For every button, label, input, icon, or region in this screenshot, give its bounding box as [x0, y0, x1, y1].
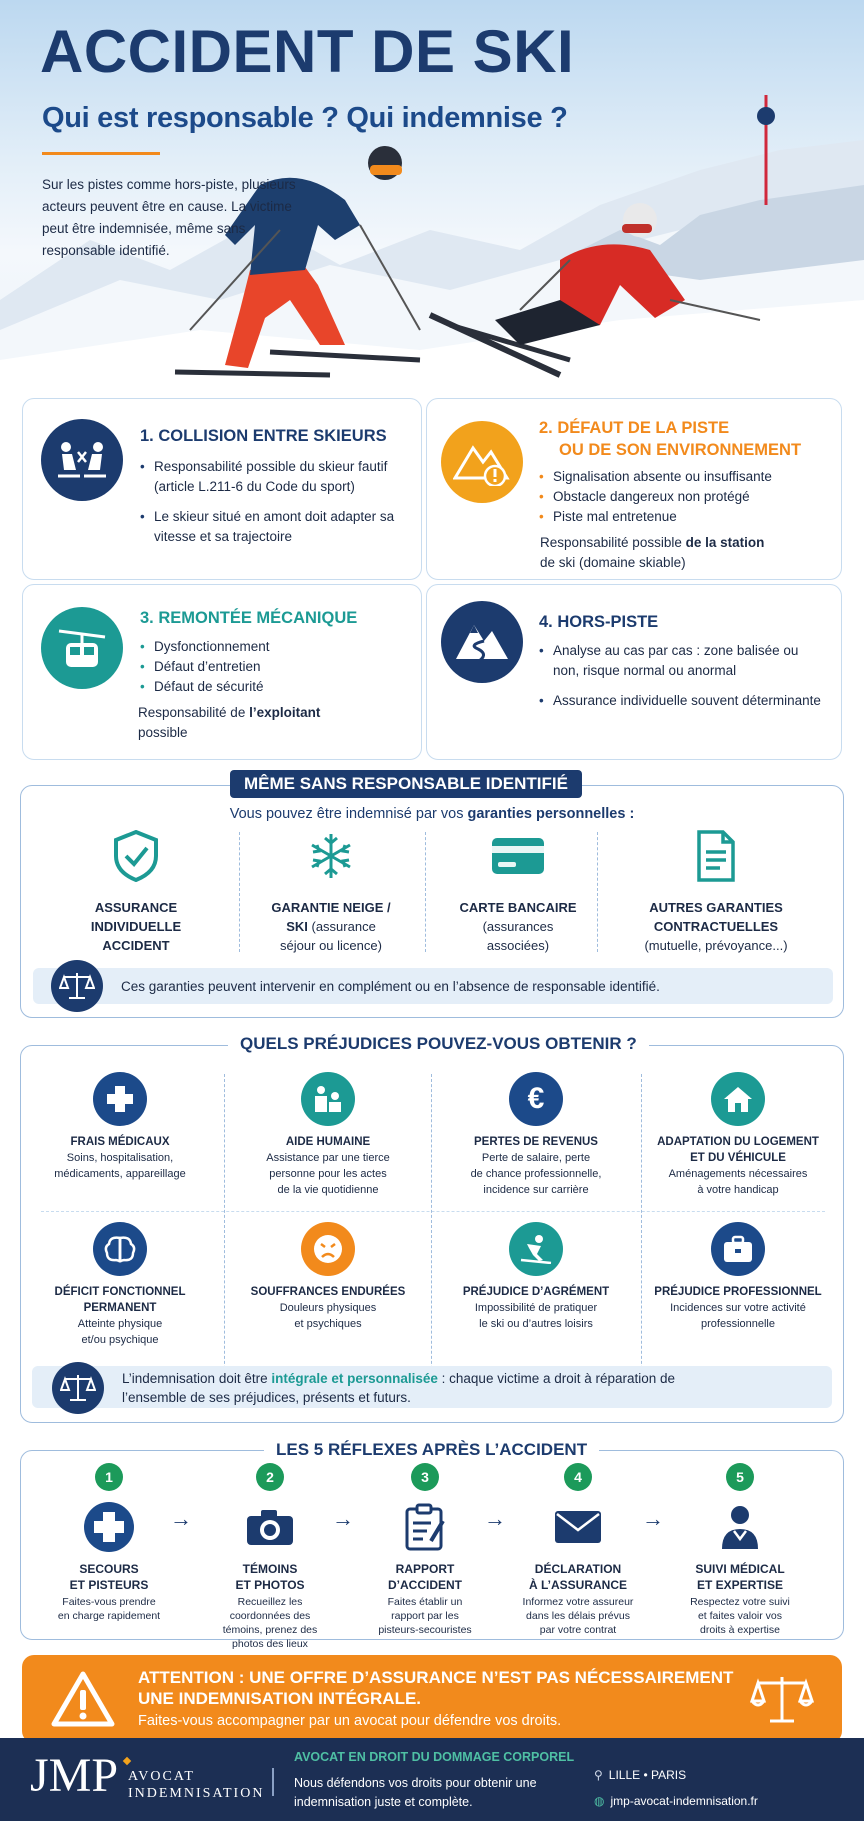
- list-item: • Piste mal entretenue: [537, 507, 827, 527]
- reflex-secours: 1 SECOURS ET PISTEURS Faites-vous prendre en charge rapidement: [34, 1463, 184, 1623]
- footer-website[interactable]: ◍ jmp-avocat-indemnisation.fr: [594, 1794, 758, 1808]
- prejudice-souffrances: SOUFFRANCES ENDURÉES Douleurs physiques et psychiques: [240, 1222, 416, 1332]
- card-collision-bullets: [138, 457, 408, 547]
- divider: [431, 1074, 432, 1384]
- arrow-right-icon: →: [484, 1506, 506, 1531]
- card-remontee-note: Responsabilité de l’exploitant possible: [138, 705, 321, 740]
- arrow-right-icon: →: [642, 1506, 664, 1531]
- medical-cross-icon: [34, 1501, 184, 1553]
- pain-face-icon: [301, 1222, 355, 1276]
- reflex-declaration: 4 DÉCLARATION À L’ASSURANCE Informez votre assureur dans les délais prévus par votre contrat: [503, 1463, 653, 1637]
- divider: [425, 832, 426, 952]
- guarantee-carte-bancaire: CARTE BANCAIRE (assurances associées): [433, 828, 603, 955]
- document-icon: [611, 828, 821, 884]
- divider: [41, 1211, 825, 1212]
- prejudice-deficit-fonctionnel: DÉFICIT FONCTIONNEL PERMANENT Atteinte physique et/ou psychique: [32, 1222, 208, 1348]
- snowflake-icon: [246, 828, 416, 884]
- arrow-right-icon: →: [170, 1506, 192, 1531]
- scales-icon: [52, 1362, 104, 1414]
- alert-title: ATTENTION : UNE OFFRE D’ASSURANCE N’EST PAS NÉCESSAIREMENT UNE INDEMNISATION INTÉGRALE.: [138, 1668, 734, 1708]
- card-hors-piste-title: 4. HORS-PISTE: [539, 613, 659, 631]
- globe-icon: ◍: [594, 1794, 605, 1808]
- brain-icon: [93, 1222, 147, 1276]
- alert-banner: [22, 1655, 842, 1743]
- guarantees-section: [20, 785, 844, 1018]
- guarantee-neige-ski: GARANTIE NEIGE / SKI (assurance séjour ou licence): [246, 828, 416, 955]
- mountain-trail-icon: [441, 601, 523, 683]
- report-clipboard-icon: [350, 1501, 500, 1553]
- euro-icon: €: [509, 1072, 563, 1126]
- medical-cross-icon: [93, 1072, 147, 1126]
- logo-accent: [123, 1757, 131, 1765]
- divider: [224, 1074, 225, 1384]
- mountain-warning-icon: [441, 421, 523, 503]
- reflex-rapport: 3 RAPPORT D’ACCIDENT Faites établir un rapport par les pisteurs-secouristes: [350, 1463, 500, 1637]
- list-item: • Analyse au cas par cas : zone balisée ou non, risque normal ou anormal: [537, 641, 827, 681]
- card-collision-title: 1. COLLISION ENTRE SKIEURS: [140, 427, 387, 445]
- prejudices-band-text: L’indemnisation doit être intégrale et personnalisée : chaque victime a droit à réparation de l’ensemble de ses préjudices, présents et futurs.: [122, 1371, 676, 1405]
- list-item: • Dysfonctionnement: [138, 637, 408, 657]
- house-icon: [711, 1072, 765, 1126]
- card-hors-piste-bullets: [537, 641, 827, 711]
- intro-text: Sur les pistes comme hors-piste, plusieurs acteurs peuvent être en cause. La victime peut être indemnisée, même sans responsable identifié.: [42, 177, 296, 258]
- footer-location: ⚲ LILLE • PARIS: [594, 1768, 687, 1782]
- prejudices-header: QUELS PRÉJUDICES POUVEZ-VOUS OBTENIR ?: [228, 1034, 649, 1054]
- card-remontee-bullets: [138, 637, 408, 697]
- reflexes-header: LES 5 RÉFLEXES APRÈS L’ACCIDENT: [264, 1440, 599, 1460]
- prejudice-pertes-revenus: € PERTES DE REVENUS Perte de salaire, perte de chance professionnelle, incidence sur carrière: [448, 1072, 624, 1198]
- briefcase-icon: [711, 1222, 765, 1276]
- list-item: • Le skieur situé en amont doit adapter sa vitesse et sa trajectoire: [138, 507, 408, 547]
- divider: [272, 1768, 274, 1796]
- list-item: • Obstacle dangereux non protégé: [537, 487, 827, 507]
- card-piste-note: Responsabilité possible de la station de ski (domaine skiable): [540, 535, 765, 570]
- gondola-icon: [41, 607, 123, 689]
- scales-icon: [750, 1673, 814, 1727]
- doctor-icon: [665, 1501, 815, 1553]
- guarantee-autres: AUTRES GARANTIES CONTRACTUELLES (mutuelle, prévoyance...): [611, 828, 821, 955]
- envelope-icon: [503, 1501, 653, 1553]
- guarantees-band-text: Ces garanties peuvent intervenir en complément ou en l’absence de responsable identifié.: [121, 979, 660, 994]
- prejudice-agrement: PRÉJUDICE D’AGRÉMENT Impossibilité de pratiquer le ski ou d’autres loisirs: [448, 1222, 624, 1332]
- main-subtitle: Qui est responsable ? Qui indemnise ?: [42, 102, 568, 134]
- card-hors-piste: [426, 584, 842, 760]
- list-item: • Signalisation absente ou insuffisante: [537, 467, 827, 487]
- alert-subtitle: Faites-vous accompagner par un avocat pour défendre vos droits.: [138, 1713, 562, 1729]
- guarantees-header: MÊME SANS RESPONSABLE IDENTIFIÉ: [230, 770, 582, 798]
- card-piste: [426, 398, 842, 580]
- footer-heading: AVOCAT EN DROIT DU DOMMAGE CORPOREL: [294, 1750, 575, 1764]
- prejudice-aide-humaine: AIDE HUMAINE Assistance par une tierce personne pour les actes de la vie quotidienne: [240, 1072, 416, 1198]
- footer-subtitle: Nous défendons vos droits pour obtenir une indemnisation juste et complète.: [294, 1776, 537, 1809]
- title-underline: [42, 152, 160, 155]
- card-remontee-title: 3. REMONTÉE MÉCANIQUE: [140, 609, 358, 627]
- prejudice-frais-medicaux: FRAIS MÉDICAUX Soins, hospitalisation, médicaments, appareillage: [32, 1072, 208, 1182]
- credit-card-icon: [433, 828, 603, 884]
- hero: [0, 0, 864, 420]
- location-pin-icon: ⚲: [594, 1768, 603, 1782]
- prejudice-adaptation-logement: ADAPTATION DU LOGEMENT ET DU VÉHICULE Aménagements nécessaires à votre handicap: [646, 1072, 830, 1198]
- logo-brand-text: AVOCAT INDEMNISATION: [128, 1769, 265, 1801]
- arrow-right-icon: →: [332, 1506, 354, 1531]
- logo-jmp: JMP: [30, 1749, 119, 1802]
- list-item: • Défaut de sécurité: [138, 677, 408, 697]
- warning-triangle-icon: [50, 1670, 116, 1728]
- divider: [597, 832, 598, 952]
- divider: [239, 832, 240, 952]
- card-piste-title: 2. DÉFAUT DE LA PISTE OU DE SON ENVIRONNEMENT: [539, 419, 802, 459]
- prejudice-professionnel: PRÉJUDICE PROFESSIONNEL Incidences sur votre activité professionnelle: [646, 1222, 830, 1332]
- list-item: • Assurance individuelle souvent déterminante: [537, 691, 827, 711]
- guarantee-assurance-individuelle: ASSURANCE INDIVIDUELLE ACCIDENT: [61, 828, 211, 955]
- main-title: ACCIDENT DE SKI: [40, 18, 575, 85]
- card-collision: [22, 398, 422, 580]
- list-item: • Responsabilité possible du skieur fautif (article L.211-6 du Code du sport): [138, 457, 408, 497]
- footer: [0, 1738, 864, 1821]
- card-piste-bullets: [537, 467, 827, 527]
- reflex-temoins: 2 TÉMOINS ET PHOTOS Recueillez les coordonnées des témoins, prenez des photos des lieux: [195, 1463, 345, 1651]
- caregiver-icon: [301, 1072, 355, 1126]
- collision-icon: [41, 419, 123, 501]
- scales-icon: [51, 960, 103, 1012]
- reflex-suivi-medical: 5 SUIVI MÉDICAL ET EXPERTISE Respectez votre suivi et faites valoir vos droits à expertise: [665, 1463, 815, 1637]
- list-item: • Défaut d’entretien: [138, 657, 408, 677]
- shield-check-icon: [61, 828, 211, 884]
- guarantees-lead: Vous pouvez être indemnisé par vos garanties personnelles :: [229, 806, 635, 822]
- card-remontee: [22, 584, 422, 760]
- skier-icon: [509, 1222, 563, 1276]
- divider: [641, 1074, 642, 1384]
- camera-icon: [195, 1501, 345, 1553]
